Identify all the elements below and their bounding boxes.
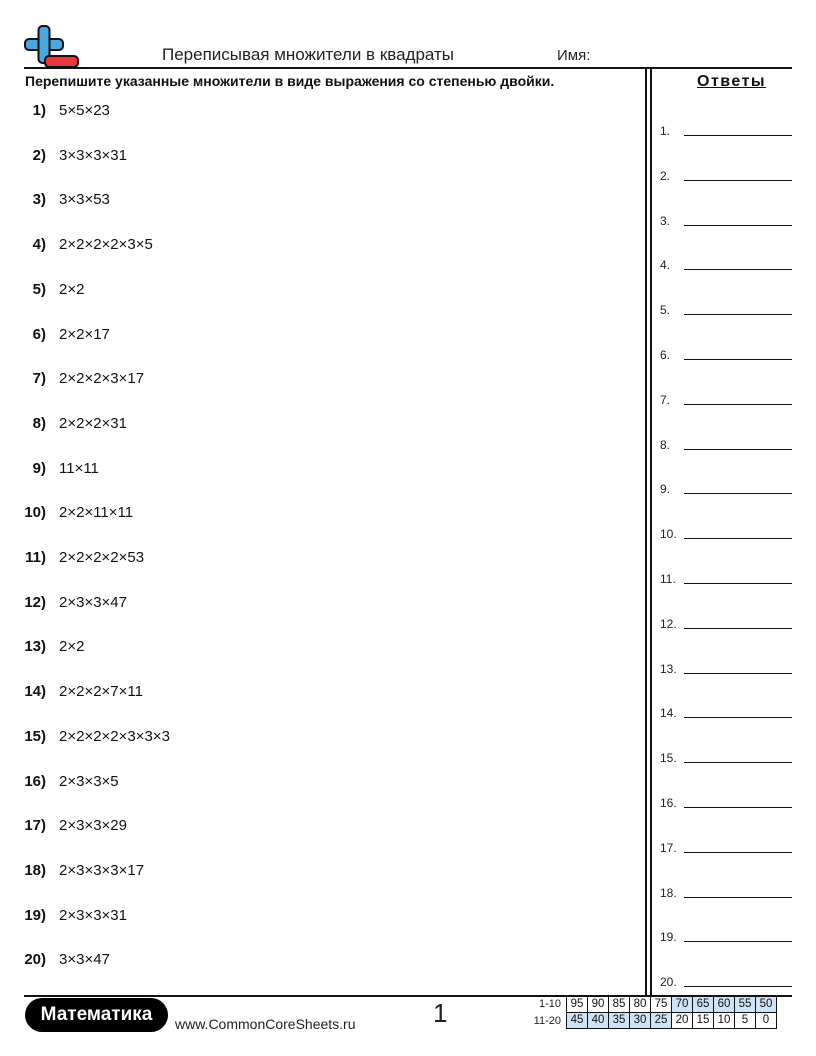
answer-label: 4. [660,258,671,273]
answer-field[interactable] [660,256,792,276]
answer-line [684,538,792,539]
answers-title: Ответы [697,73,767,90]
brand-badge: Математика [25,998,168,1032]
answer-field[interactable] [660,704,792,724]
problem-item [0,546,620,570]
problem-expression: 2×3×3×3×17 [59,861,145,879]
problem-expression: 2×2×2×2×3×3×3 [59,727,170,745]
score-cell: 80 [630,997,651,1013]
score-cell: 85 [609,997,630,1013]
answer-label: 3. [660,213,671,228]
problem-number: 20) [24,951,46,969]
score-cell: 45 [567,1013,588,1029]
problem-number: 3) [32,191,46,209]
problem-item [0,99,620,123]
answer-field[interactable] [660,615,792,635]
score-row [567,997,777,1013]
answer-label: 17. [660,840,677,855]
problem-item [0,501,620,525]
problem-expression: 2×2×2×2×3×5 [59,236,153,254]
answer-label: 15. [660,751,677,766]
answer-field[interactable] [660,839,792,859]
answer-line [684,852,792,853]
problem-expression: 2×2×2×31 [59,414,127,432]
problem-number: 15) [24,727,46,745]
answer-label: 1. [660,124,671,138]
answer-label: 12. [660,616,677,631]
score-cell: 0 [756,1013,777,1029]
answer-label: 10. [660,527,677,542]
problem-expression: 3×3×3×31 [59,146,127,164]
answer-label: 19. [660,930,677,945]
answer-field[interactable] [660,749,792,769]
problem-number: 4) [32,236,46,254]
score-cell: 25 [651,1013,672,1029]
problem-expression: 2×2 [59,280,85,298]
problem-number: 11) [25,549,46,566]
answer-line [684,986,792,987]
answer-line [684,135,792,136]
problem-expression: 2×2×17 [59,325,110,343]
score-cell: 90 [588,997,609,1013]
answer-line [684,628,792,629]
answer-field[interactable] [660,480,792,500]
score-cell: 10 [714,1013,735,1029]
problem-number: 14) [24,683,46,701]
answer-line [684,941,792,942]
answer-field[interactable] [660,570,792,590]
problem-item [0,457,620,481]
answer-label: 7. [660,392,671,407]
answer-line [684,897,792,898]
answer-label: 13. [660,661,677,676]
score-cell: 55 [735,997,756,1013]
plus-minus-logo-icon [22,22,80,70]
answer-line [684,583,792,584]
answer-line [684,359,792,360]
answer-line [684,404,792,405]
answer-line [684,314,792,315]
answer-field[interactable] [660,884,792,904]
problem-expression: 3×3×47 [59,951,110,969]
problem-number: 5) [32,280,46,298]
problem-item [0,770,620,794]
name-label: Имя: [557,47,591,64]
answer-label: 16. [660,796,677,810]
problem-item [0,367,620,391]
problem-item [0,233,620,257]
problem-number: 9) [32,459,46,477]
problem-expression: 2×2×2×7×11 [59,683,143,701]
score-row-label: 11-20 [533,1015,561,1027]
score-cell: 30 [630,1013,651,1029]
instructions: Перепишите указанные множители в виде выражения со степенью двойки. [25,73,555,89]
problem-item [0,323,620,347]
score-cell: 20 [672,1013,693,1029]
answer-field[interactable] [660,122,792,142]
score-row-label: 1-10 [538,998,561,1010]
answer-line [684,762,792,763]
problem-expression: 2×3×3×31 [59,906,127,924]
problem-number: 1) [32,102,46,119]
problem-expression: 2×3×3×29 [59,817,127,835]
column-divider [645,68,647,996]
column-divider [650,68,652,996]
answer-label: 11. [660,572,676,586]
answer-field[interactable] [660,794,792,814]
answer-line [684,269,792,270]
score-cell: 35 [609,1013,630,1029]
site-url: www.CommonCoreSheets.ru [175,1016,356,1032]
answer-line [684,180,792,181]
answer-field[interactable] [660,391,792,411]
score-table [566,996,777,1029]
problem-number: 8) [32,414,46,432]
answer-label: 20. [660,975,677,990]
problem-number: 6) [32,325,46,343]
score-row [567,1013,777,1029]
score-cell: 70 [672,997,693,1013]
problem-number: 12) [24,593,46,611]
problem-item [0,904,620,928]
answer-field[interactable] [660,660,792,680]
score-cell: 40 [588,1013,609,1029]
answer-field[interactable] [660,436,792,456]
answer-line [684,673,792,674]
answer-field[interactable] [660,928,792,948]
score-cell: 5 [735,1013,756,1029]
score-cell: 95 [567,997,588,1013]
problem-number: 7) [32,370,46,388]
answer-field[interactable] [660,525,792,545]
problem-item [0,859,620,883]
problem-expression: 11×11 [59,459,99,477]
score-cell: 75 [651,997,672,1013]
problem-expression: 2×3×3×47 [59,593,127,611]
page-number: 1 [433,998,448,1028]
problem-item [0,144,620,168]
answer-line [684,449,792,450]
answer-field[interactable] [660,973,792,993]
problem-item [0,188,620,212]
answer-label: 6. [660,348,671,362]
score-cell: 15 [693,1013,714,1029]
problem-expression: 3×3×53 [59,191,110,209]
score-cell: 65 [693,997,714,1013]
answer-field[interactable] [660,212,792,232]
problem-expression: 2×2×2×2×53 [59,549,145,566]
answer-label: 8. [660,437,671,452]
problem-item [0,680,620,704]
answer-label: 9. [660,482,671,497]
answer-label: 5. [660,303,671,318]
answer-field[interactable] [660,346,792,366]
answer-line [684,493,792,494]
problem-number: 19) [24,906,46,924]
problem-number: 16) [24,772,46,790]
problem-item [0,635,620,659]
problem-item [0,814,620,838]
problem-expression: 5×5×23 [59,102,110,119]
header-divider [24,67,792,69]
problem-item [0,725,620,749]
score-cell: 60 [714,997,735,1013]
problem-item [0,412,620,436]
problem-number: 17) [24,817,46,835]
problem-expression: 2×3×3×5 [59,772,119,790]
problem-item [0,591,620,615]
problem-item [0,948,620,972]
worksheet-title: Переписывая множители в квадраты [162,45,455,64]
answer-line [684,717,792,718]
problem-number: 10) [24,504,46,522]
problem-expression: 2×2×2×3×17 [59,370,145,388]
problem-expression: 2×2×11×11 [59,504,134,522]
problem-number: 13) [24,638,46,656]
answer-label: 18. [660,885,677,900]
problem-item [0,278,620,302]
answer-field[interactable] [660,301,792,321]
answer-line [684,225,792,226]
problem-expression: 2×2 [59,638,85,656]
answer-label: 2. [660,168,671,183]
problem-number: 2) [32,146,46,164]
score-cell: 50 [756,997,777,1013]
answer-field[interactable] [660,167,792,187]
problem-number: 18) [24,861,46,879]
answer-line [684,807,792,808]
answer-label: 14. [660,706,677,721]
